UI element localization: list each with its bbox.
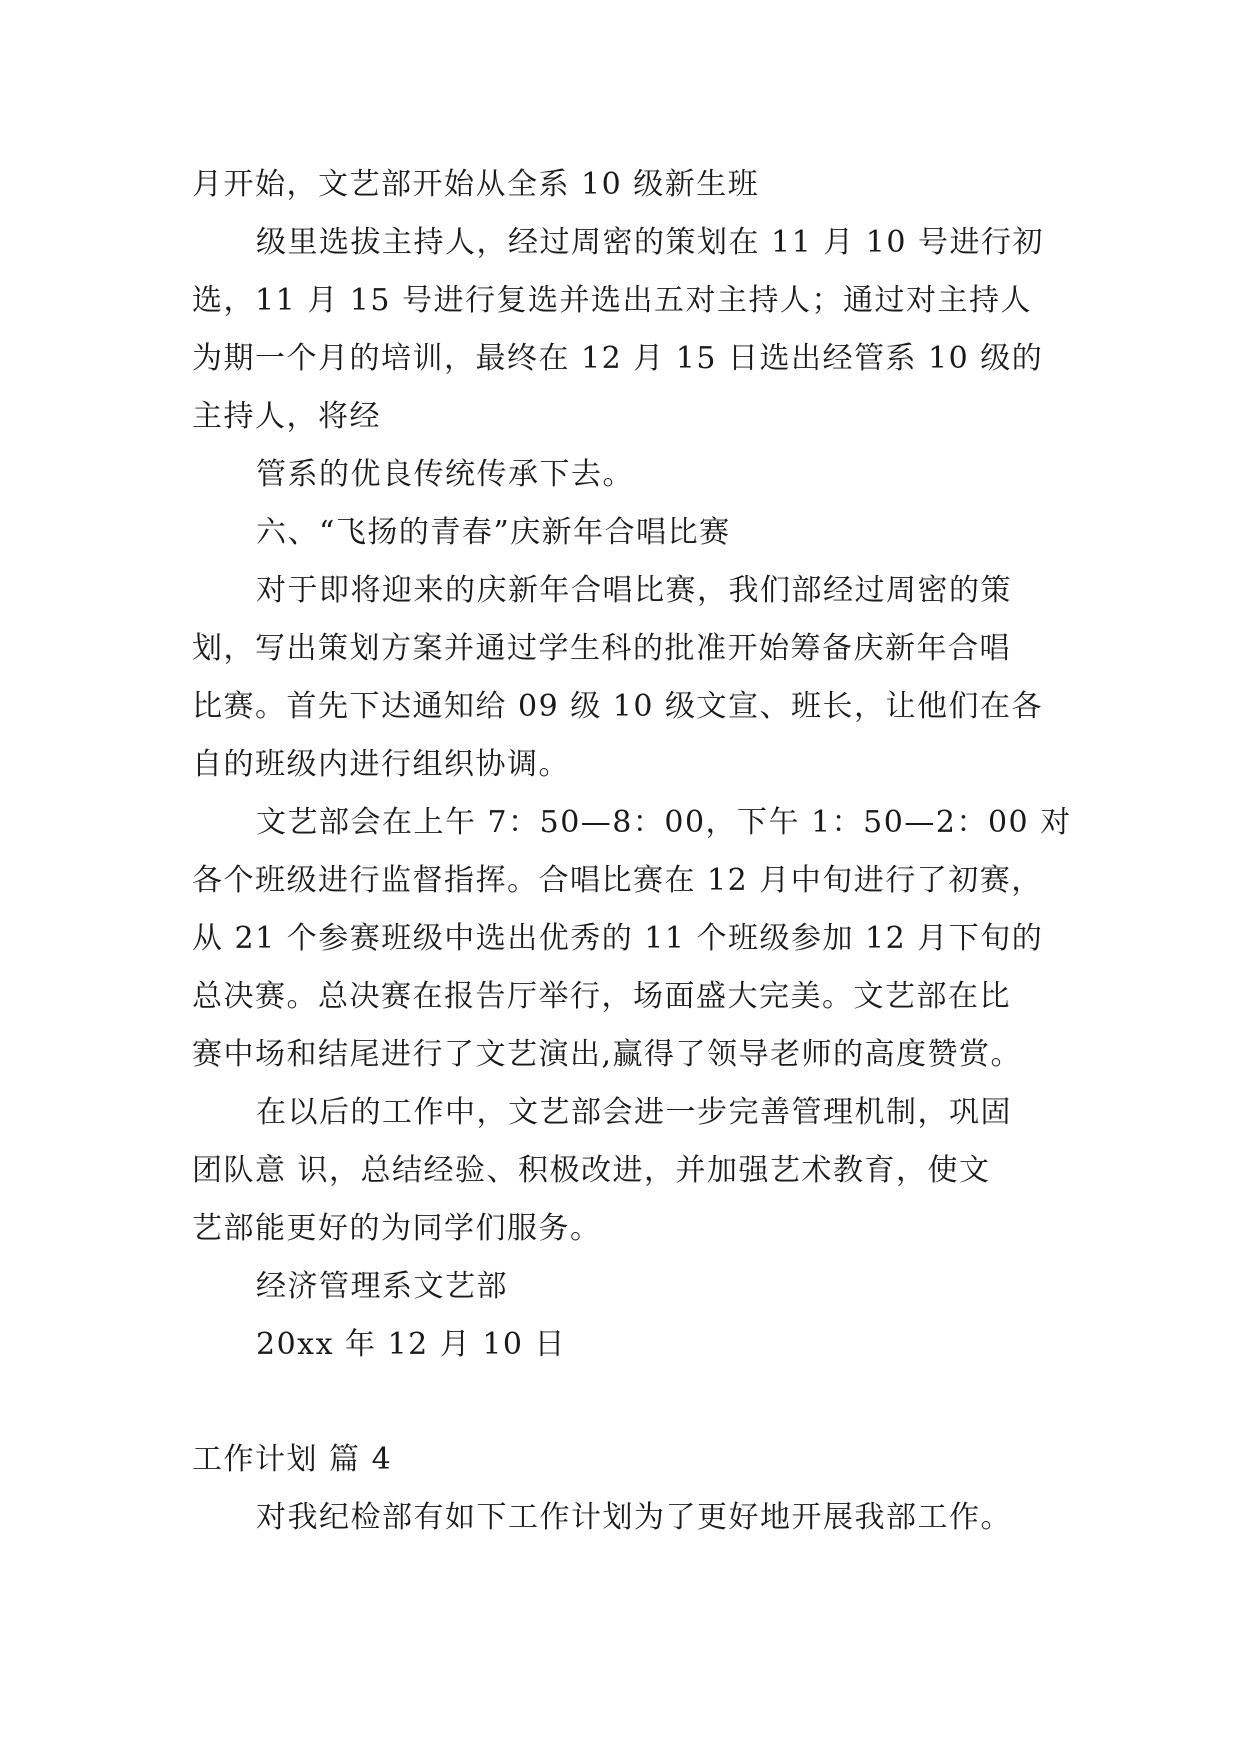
paragraph-line: 对我纪检部有如下工作计划为了更好地开展我部工作。 bbox=[256, 1500, 1012, 1535]
signature-department: 经济管理系文艺部 bbox=[256, 1269, 508, 1304]
paragraph-line: 团队意 识，总结经验、积极改进，并加强艺术教育，使文 bbox=[192, 1153, 991, 1188]
paragraph-line: 艺部能更好的为同学们服务。 bbox=[192, 1211, 602, 1246]
paragraph-line: 总决赛。总决赛在报告厅举行，场面盛大完美。文艺部在比 bbox=[192, 979, 1011, 1014]
paragraph-line: 赛中场和结尾进行了文艺演出,赢得了领导老师的高度赞赏。 bbox=[192, 1037, 1023, 1072]
paragraph-line: 划，写出策划方案并通过学生科的批准开始筹备庆新年合唱 bbox=[192, 631, 1011, 666]
paragraph-line: 文艺部会在上午 7：50—8：00，下午 1：50—2：00 对 bbox=[256, 805, 1072, 840]
paragraph-line: 各个班级进行监督指挥。合唱比赛在 12 月中旬进行了初赛， bbox=[192, 863, 1043, 898]
paragraph-line: 为期一个月的培训，最终在 12 月 15 日选出经管系 10 级的 bbox=[192, 341, 1044, 376]
paragraph-line: 选，11 月 15 号进行复选并选出五对主持人；通过对主持人 bbox=[192, 283, 1032, 318]
paragraph-line: 自的班级内进行组织协调。 bbox=[192, 747, 570, 782]
section-heading: 六、“飞扬的青春”庆新年合唱比赛 bbox=[256, 515, 731, 550]
paragraph-line: 从 21 个参赛班级中选出优秀的 11 个班级参加 12 月下旬的 bbox=[192, 921, 1044, 956]
paragraph-line: 主持人，将经 bbox=[192, 399, 381, 434]
paragraph-line: 对于即将迎来的庆新年合唱比赛，我们部经过周密的策 bbox=[256, 573, 1012, 608]
paragraph-line: 在以后的工作中，文艺部会进一步完善管理机制，巩固 bbox=[256, 1095, 1012, 1130]
paragraph-line: 月开始，文艺部开始从全系 10 级新生班 bbox=[192, 167, 760, 202]
paragraph-line: 管系的优良传统传承下去。 bbox=[256, 457, 634, 492]
paragraph-line: 比赛。首先下达通知给 09 级 10 级文宣、班长，让他们在各 bbox=[192, 689, 1043, 724]
section-title: 工作计划 篇 4 bbox=[192, 1442, 393, 1477]
paragraph-line: 级里选拔主持人，经过周密的策划在 11 月 10 号进行初 bbox=[256, 225, 1044, 260]
signature-date: 20xx 年 12 月 10 日 bbox=[256, 1327, 567, 1362]
